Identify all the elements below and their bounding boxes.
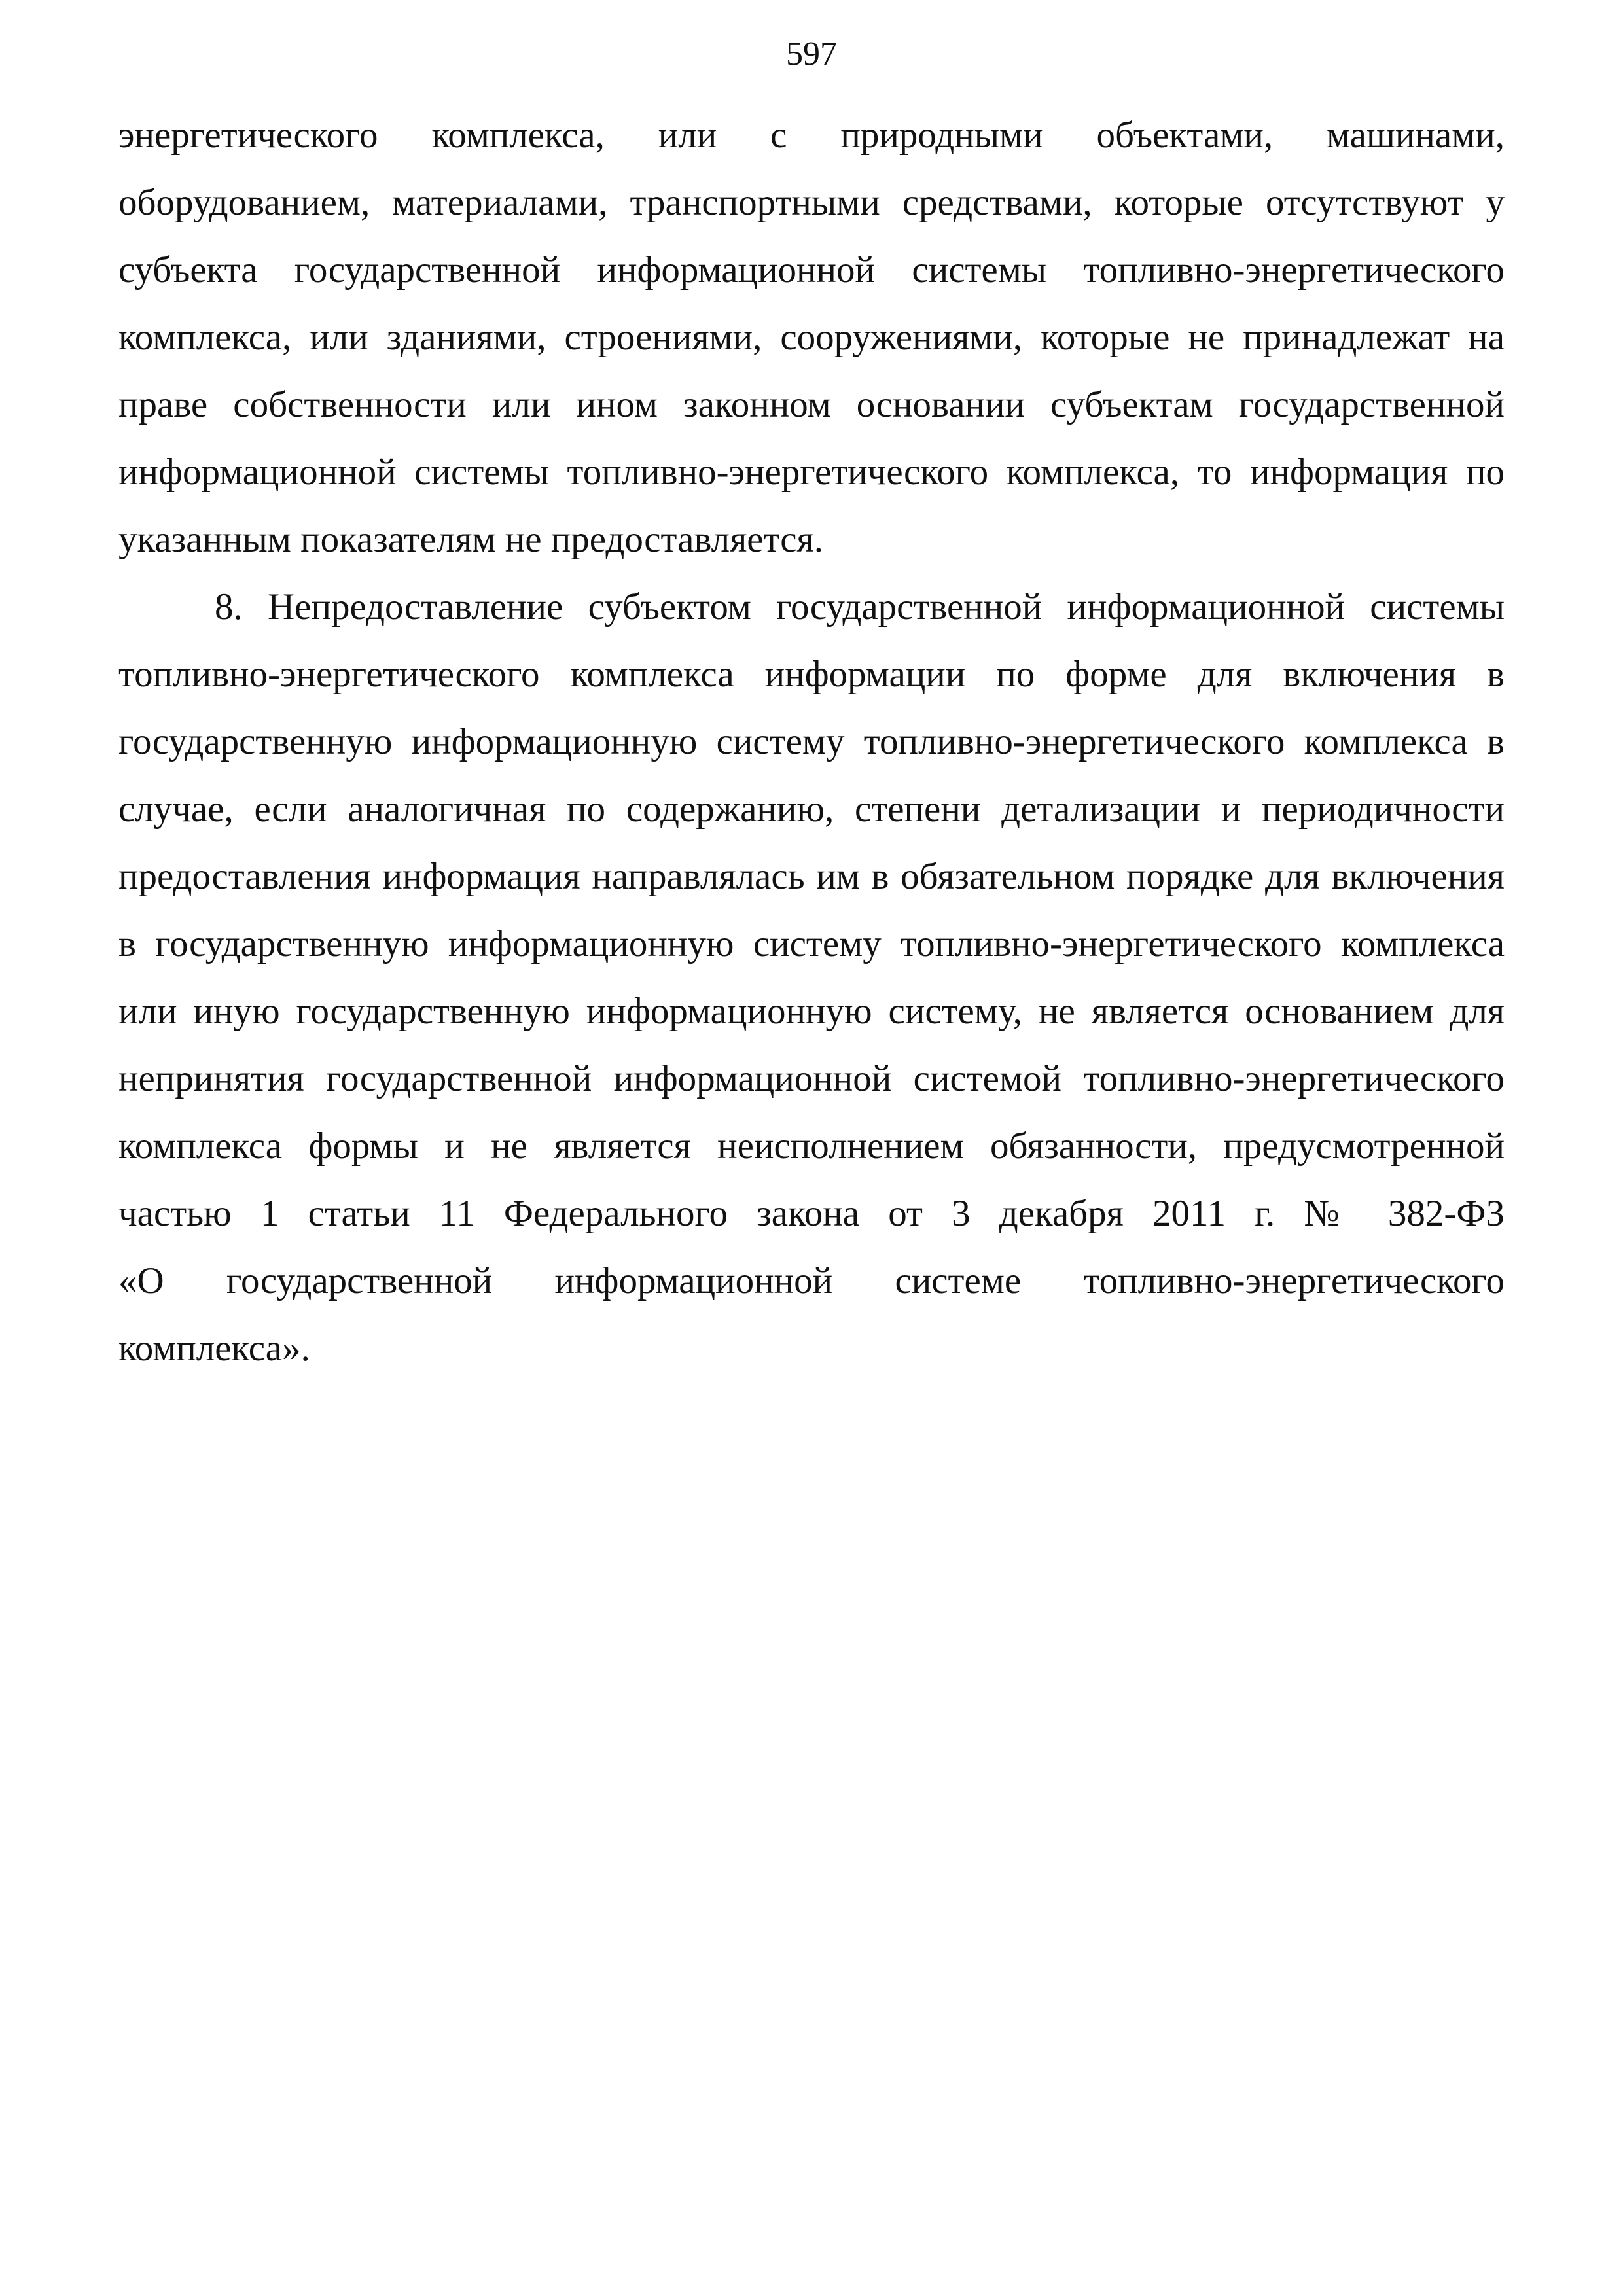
text-line: или иную государственную информационную систему, не является основанием для (118, 991, 1505, 1032)
text-line: комплекса, или зданиями, строениями, сооружениями, которые не принадлежат на (118, 317, 1505, 358)
text-line: информационной системы топливно-энергетического комплекса, то информация по (118, 451, 1505, 493)
text-line: государственную информационную систему топливно-энергетического комплекса в (118, 721, 1505, 762)
text-line: частью 1 статьи 11 Федерального закона от 3 декабря 2011 г. № 382-ФЗ (118, 1193, 1505, 1234)
text-line: праве собственности или ином законном основании субъектам государственной (118, 384, 1505, 425)
text-line: оборудованием, материалами, транспортными средствами, которые отсутствуют у (118, 182, 1505, 223)
text-line: 8. Непредоставление субъектом государственной информационной системы (215, 586, 1505, 627)
text-line: комплекса формы и не является неисполнением обязанности, предусмотренной (118, 1125, 1505, 1167)
text-line: в государственную информационную систему топливно-энергетического комплекса (118, 923, 1505, 964)
text-line: топливно-энергетического комплекса информации по форме для включения в (118, 654, 1505, 695)
body-text (118, 101, 1505, 1382)
text-line: комплекса». (118, 1328, 310, 1369)
text-line: энергетического комплекса, или с природными объектами, машинами, (118, 115, 1505, 156)
text-line: предоставления информация направлялась им в обязательном порядке для включения (118, 856, 1505, 897)
text-line: указанным показателям не предоставляется. (118, 519, 823, 560)
text-line: субъекта государственной информационной системы топливно-энергетического (118, 249, 1505, 291)
paragraph-item-8 (118, 573, 1505, 1382)
paragraph-continuation (118, 101, 1505, 573)
text-line: непринятия государственной информационной системой топливно-энергетического (118, 1058, 1505, 1099)
text-line: случае, если аналогичная по содержанию, степени детализации и периодичности (118, 788, 1505, 830)
text-line: «О государственной информационной системе топливно-энергетического (118, 1260, 1505, 1301)
page-number: 597 (786, 35, 837, 73)
